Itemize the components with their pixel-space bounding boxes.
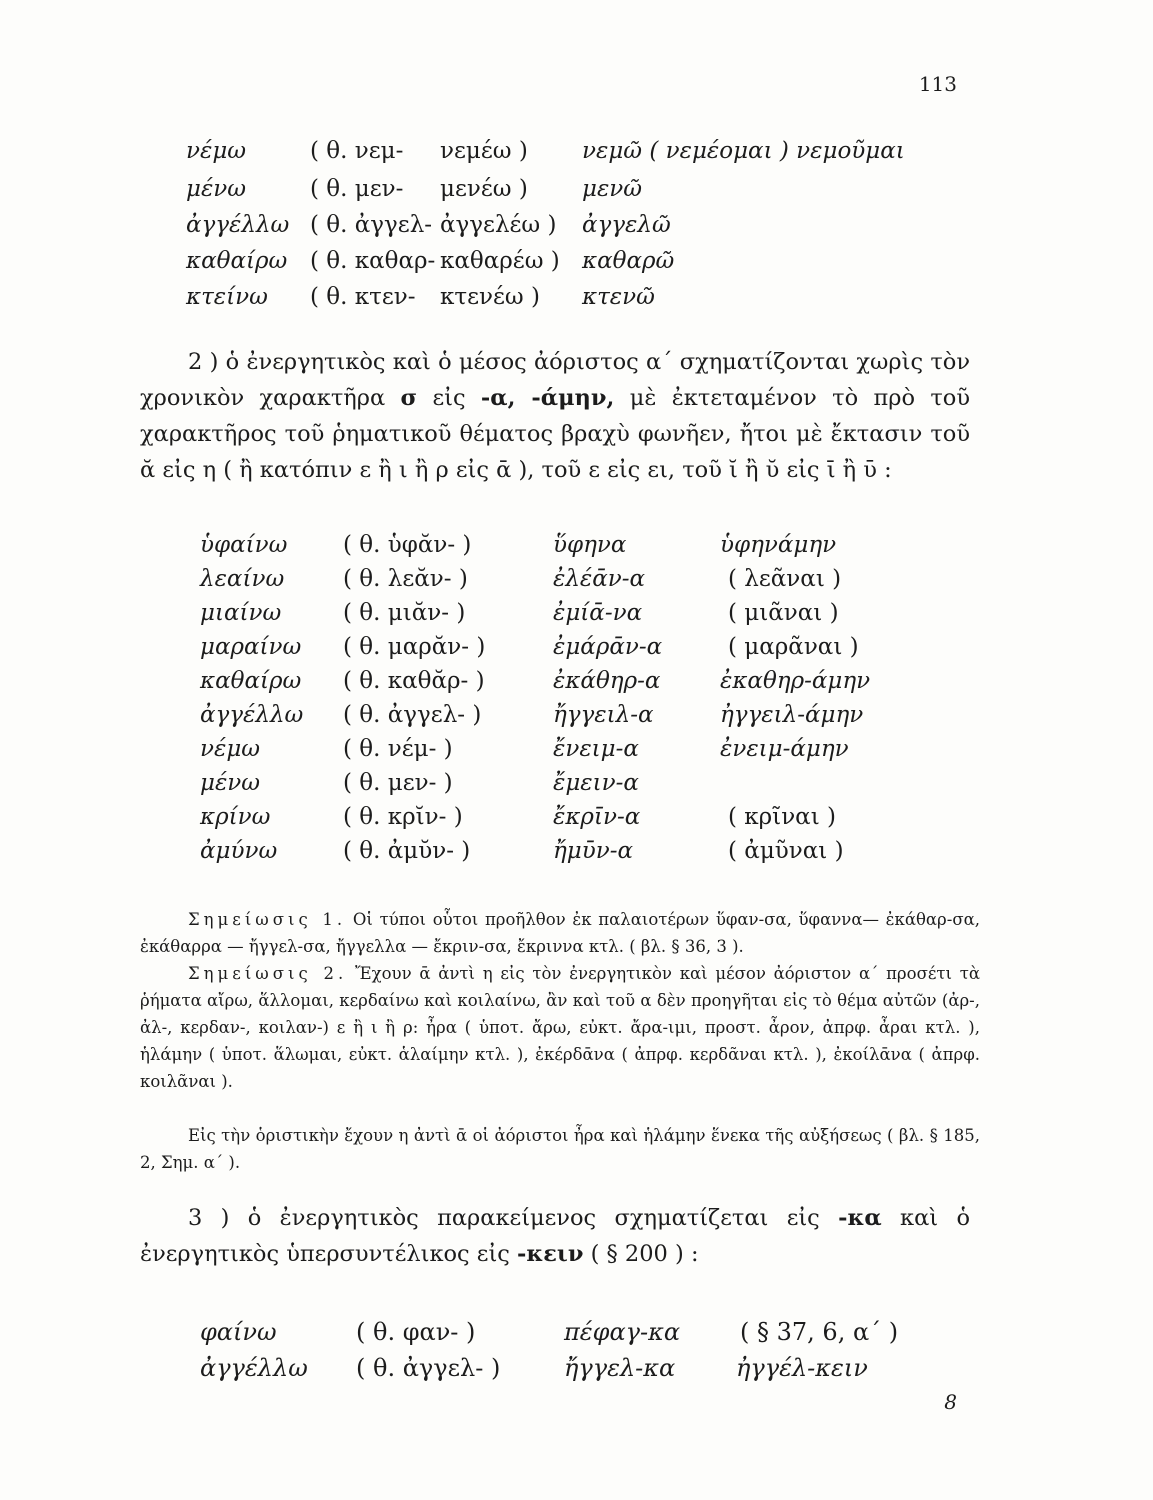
alt-form: μενέω ) bbox=[440, 176, 528, 202]
verb: μαραίνω bbox=[200, 634, 302, 660]
aorist-middle: ἠγγειλ-άμην bbox=[720, 702, 864, 728]
future-form: ἀγγελῶ bbox=[582, 212, 671, 238]
aorist-middle: ( μιᾶναι ) bbox=[728, 600, 839, 626]
stem: ( θ. λεᾰν- ) bbox=[343, 566, 468, 592]
aorist-active: ἐμίᾱ-να bbox=[553, 600, 643, 626]
para3-tail: ( § 200 ) : bbox=[590, 1241, 699, 1267]
aorist-middle: ( κρῖναι ) bbox=[728, 804, 837, 830]
aorist-active: ὕφηνα bbox=[553, 532, 627, 558]
aorist-middle: ἐνειμ-άμην bbox=[720, 736, 849, 762]
signature-mark: 8 bbox=[944, 1390, 957, 1414]
verb: φαίνω bbox=[200, 1318, 277, 1346]
paragraph-2 bbox=[140, 344, 970, 488]
stem: ( θ. καθαρ- bbox=[310, 248, 436, 274]
stem: ( θ. μεν- ) bbox=[343, 770, 453, 796]
verb: νέμω bbox=[200, 736, 261, 762]
para3-kein: -κειν bbox=[517, 1241, 584, 1267]
verb: καθαίρω bbox=[186, 248, 288, 274]
stem: ( θ. ἀγγελ- bbox=[310, 212, 433, 238]
verb: μιαίνω bbox=[200, 600, 282, 626]
para2-lead: 2 ) ὁ ἐνεργητικὸς καὶ ὁ μέσος ἀόριστος α΄ σχηματίζονται χωρὶς τὸν χρονικὸν χαρακτῆρα bbox=[140, 349, 970, 411]
verb: ἀγγέλλω bbox=[200, 702, 304, 728]
stem: ( θ. κρῐν- ) bbox=[343, 804, 463, 830]
note-1 bbox=[140, 906, 980, 960]
perfect-form: πέφαγ-κα bbox=[564, 1318, 681, 1346]
para3-ka: -κα bbox=[838, 1205, 882, 1231]
verb: ἀγγέλλω bbox=[200, 1354, 308, 1382]
note1-label: Σημείωσις 1. bbox=[188, 910, 347, 929]
alt-form: νεμέω ) bbox=[440, 138, 528, 164]
para2-mid1: εἰς bbox=[432, 385, 466, 411]
para2-sigma: σ bbox=[400, 385, 418, 411]
alt-form: κτενέω ) bbox=[440, 284, 540, 310]
aorist-middle: ὑφηνάμην bbox=[720, 532, 837, 558]
verb: καθαίρω bbox=[200, 668, 302, 694]
stem: ( θ. φαν- ) bbox=[356, 1318, 476, 1346]
aorist-active: ἤγγειλ-α bbox=[553, 702, 654, 728]
future-form: καθαρῶ bbox=[582, 248, 675, 274]
aorist-middle: ( μαρᾶναι ) bbox=[728, 634, 859, 660]
aorist-active: ἔκρῑν-α bbox=[553, 804, 641, 830]
stem: ( θ. καθᾰρ- ) bbox=[343, 668, 485, 694]
stem: ( θ. ὑφᾰν- ) bbox=[343, 532, 472, 558]
verb: ἀγγέλλω bbox=[186, 212, 290, 238]
para3-mid: καὶ ὁ ἐνεργητικὸς ὑπερσυντέλικος εἰς bbox=[140, 1205, 971, 1267]
verb: νέμω bbox=[186, 138, 247, 164]
stem: ( θ. νεμ- bbox=[310, 138, 404, 164]
note-2 bbox=[140, 960, 980, 1095]
stem: ( θ. κτεν- bbox=[310, 284, 416, 310]
aorist-middle: ἐκαθηρ-άμην bbox=[720, 668, 871, 694]
stem: ( θ. μεν- bbox=[310, 176, 404, 202]
alt-form: καθαρέω ) bbox=[440, 248, 560, 274]
para2-tail: ᾰ εἰς η ( ἢ κατόπιν ε ἢ ι ἢ ρ εἰς ᾱ ), τοῦ ε εἰς ει, τοῦ ῐ ἢ ῠ εἰς ῑ ἢ ῡ : bbox=[140, 457, 892, 483]
verb: κτείνω bbox=[186, 284, 268, 310]
aorist-active: ἔμειν-α bbox=[553, 770, 639, 796]
para2-endings: -α, -άμην, bbox=[480, 385, 615, 411]
stem: ( θ. νέμ- ) bbox=[343, 736, 453, 762]
aorist-middle: ( ἀμῦναι ) bbox=[728, 838, 844, 864]
perfect-form: ἤγγελ-κα bbox=[564, 1354, 676, 1382]
note2-label: Σημείωσις 2. bbox=[188, 964, 348, 983]
aorist-active: ἐκάθηρ-α bbox=[553, 668, 661, 694]
verb: ἀμύνω bbox=[200, 838, 278, 864]
para2-mid2: μὲ ἐκτεταμένον τὸ πρὸ τοῦ χαρακτῆρος τοῦ ῥηματικοῦ θέματος βραχὺ φωνῆεν, ἤτοι μὲ ἔκτασιν τοῦ bbox=[140, 385, 971, 447]
aorist-middle: ( λεᾶναι ) bbox=[728, 566, 842, 592]
verb: ὑφαίνω bbox=[200, 532, 288, 558]
para3-lead: 3 ) ὁ ἐνεργητικὸς παρακείμενος σχηματίζεται εἰς bbox=[188, 1205, 820, 1231]
stem: ( θ. μαρᾰν- ) bbox=[343, 634, 486, 660]
stem: ( θ. ἀγγελ- ) bbox=[343, 702, 482, 728]
pluperfect-form: ( § 37, 6, α΄ ) bbox=[740, 1318, 899, 1346]
page-number: 113 bbox=[918, 72, 957, 96]
aorist-active: ἐμάρᾱν-α bbox=[553, 634, 663, 660]
future-form: μενῶ bbox=[582, 176, 643, 202]
aorist-active: ἔνειμ-α bbox=[553, 736, 639, 762]
pluperfect-form: ἠγγέλ-κειν bbox=[736, 1354, 868, 1382]
future-form: κτενῶ bbox=[582, 284, 655, 310]
verb: λεαίνω bbox=[200, 566, 285, 592]
note2-text: Ἔχουν ᾱ ἀντὶ η εἰς τὸν ἐνεργητικὸν καὶ μέσον ἀόριστον α΄ προσέτι τὰ ῥήματα αἴρω, ἅλλομαι, κερδαίνω καὶ κοιλαίνω, ἂν καὶ τοῦ α δὲν προηγῆται εἰς τὸ θέμα αὐτῶν (ἀρ-, ἀλ-, κερδαν-, κοιλαν-) ε ἢ ι ἢ ρ: ἦρα ( ὑποτ. ἄρω, εὐκτ. ἄρα-ιμι, προστ. ἆρον, ἀπρφ. ἆραι κτλ. ), ἡλάμην ( ὑποτ. ἅλωμαι, εὐκτ. ἁλαίμην κτλ. ), ἐκέρδᾱνα ( ἀπρφ. κερδᾶναι κτλ. ), ἐκοίλᾱνα ( ἀπρφ. κοιλᾶναι ). bbox=[140, 964, 980, 1091]
note3-text: Εἰς τὴν ὁριστικὴν ἔχουν η ἀντὶ ᾱ οἱ ἀόριστοι ἦρα καὶ ἡλάμην ἕνεκα τῆς αὐξήσεως ( βλ. § 185, 2, Σημ. α΄ ). bbox=[140, 1126, 980, 1172]
future-form: νεμῶ ( νεμέομαι ) νεμοῦμαι bbox=[582, 138, 905, 164]
alt-form: ἀγγελέω ) bbox=[440, 212, 557, 238]
verb: κρίνω bbox=[200, 804, 271, 830]
stem: ( θ. ἀγγελ- ) bbox=[356, 1354, 501, 1382]
verb: μένω bbox=[186, 176, 247, 202]
stem: ( θ. ἀμῠν- ) bbox=[343, 838, 471, 864]
verb: μένω bbox=[200, 770, 261, 796]
note-3 bbox=[140, 1122, 980, 1176]
paragraph-3 bbox=[140, 1200, 970, 1272]
aorist-active: ἤμῡν-α bbox=[553, 838, 633, 864]
note1-text: Οἱ τύποι οὗτοι προῆλθον ἐκ παλαιοτέρων ὕφαν-σα, ὕφαννα— ἐκάθαρ-σα, ἐκάθαρρα — ἤγγελ-σα, ἤγγελλα — ἔκριν-σα, ἔκριννα κτλ. ( βλ. § 36, 3 ). bbox=[140, 910, 980, 956]
aorist-active: ἐλέᾱν-α bbox=[553, 566, 646, 592]
stem: ( θ. μιᾰν- ) bbox=[343, 600, 466, 626]
